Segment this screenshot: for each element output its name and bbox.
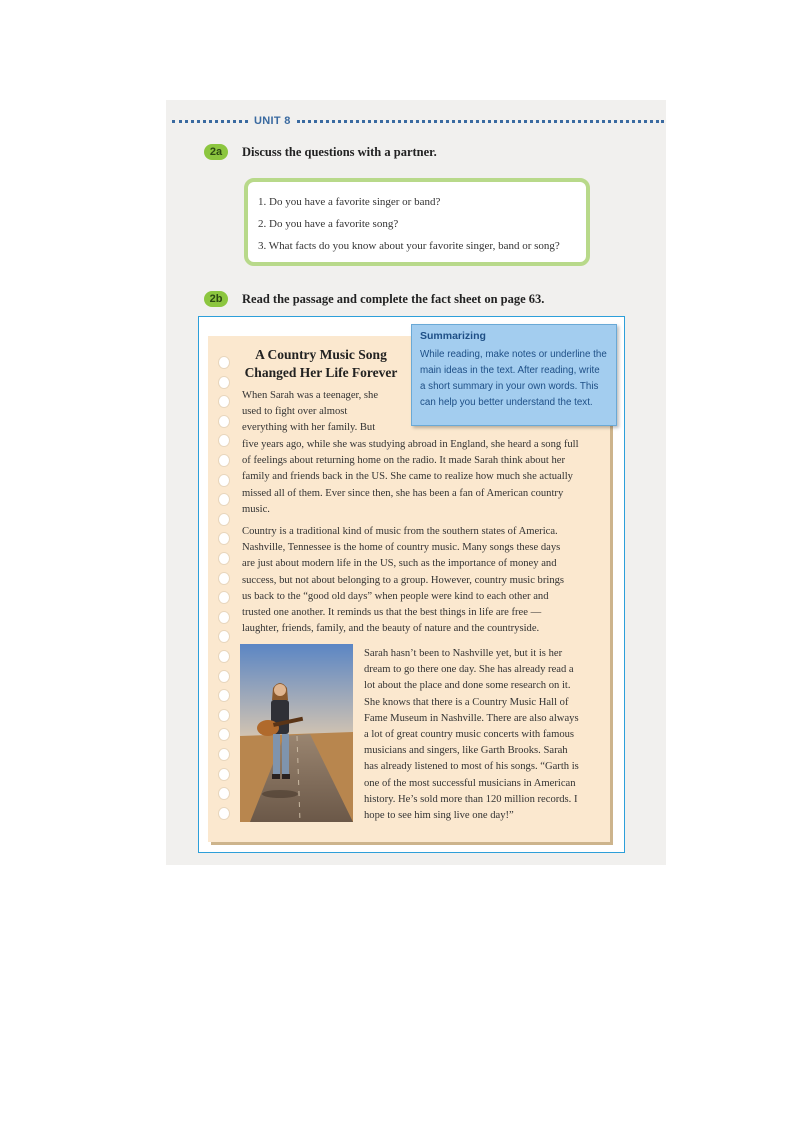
tip-title: Summarizing [420,330,486,342]
article-title-line: A Country Music Song [255,347,387,362]
binder-hole [218,768,230,781]
text-line: dream to go there one day. She has already read a [364,664,574,676]
task-2a-instruction: Discuss the questions with a partner. [242,144,437,159]
article-title-line: Changed Her Life Forever [244,365,398,380]
text-line: history. He’s sold more than 120 million records. I [364,793,578,805]
tip-line: main ideas in the text. After reading, write [420,365,600,376]
unit-label: UNIT 8 [254,115,291,127]
task-badge-2b: 2b [204,291,228,307]
text-line: are just about modern life in the US, such as the importance of money and [242,558,557,570]
article-title [236,346,406,382]
tip-line: While reading, make notes or underline the [420,349,607,360]
binder-hole [218,454,230,467]
binder-hole [218,552,230,565]
binder-hole [218,572,230,585]
text-line: Country is a traditional kind of music from the southern states of America. [242,526,558,537]
text-line: missed all of them. Ever since then, she has been a fan of American country [242,487,564,499]
question-item: 1. Do you have a favorite singer or band? [258,196,441,208]
text-line: hope to see him sing live one day!” [364,810,514,822]
text-line: of feelings about returning home on the radio. It made Sarah think about her [242,455,566,467]
unit-header [172,112,664,130]
summarizing-tip-box [411,324,617,426]
text-line: a lot of great country music concerts with famous [364,729,575,741]
text-line: Sarah hasn’t been to Nashville yet, but it is her [364,648,563,659]
paragraph-1-body [242,437,579,518]
questions-box [244,178,590,266]
binder-hole [218,376,230,389]
text-line: one of the most successful musicians in American [364,777,576,789]
text-line: five years ago, while she was studying abroad in England, she heard a song full [242,439,579,450]
binder-hole [218,415,230,428]
binder-hole [218,807,230,820]
text-line: laughter, friends, family, and the beauty of nature and the countryside. [242,623,540,635]
dotted-rule-left [172,120,248,123]
text-line: used to fight over almost [242,406,348,418]
text-line: Nashville, Tennessee is the home of country music. Many songs these days [242,542,561,554]
text-line: Fame Museum in Nashville. There are also always [364,712,579,724]
binder-hole [218,474,230,487]
paragraph-3 [364,646,579,824]
text-line: When Sarah was a teenager, she [242,390,379,401]
tip-body [420,347,608,411]
paragraph-1-intro [242,388,378,437]
text-line: musicians and singers, like Garth Brooks. Sarah [364,745,568,757]
binder-hole [218,611,230,624]
binder-hole [218,356,230,369]
text-line: She knows that there is a Country Music Hall of [364,696,569,708]
task-2a-heading [204,144,437,160]
binder-hole [218,513,230,526]
binder-hole [218,650,230,663]
sarah-guitar-photo [240,644,353,822]
text-line: family and friends back in the US. She came to realize how much she actually [242,471,573,483]
text-line: us back to the “good old days” when people were kind to each other and [242,590,549,602]
binder-hole [218,670,230,683]
paragraph-2 [242,524,564,637]
text-line: trusted one another. It reminds us that the best things in life are free — [242,607,542,619]
binder-hole [218,748,230,761]
text-line: has already listened to most of his songs. “Garth is [364,761,579,773]
text-line: everything with her family. But [242,422,376,434]
task-2b-heading [204,291,544,307]
task-badge-2a: 2a [204,144,228,160]
task-2b-instruction: Read the passage and complete the fact sheet on page 63. [242,291,545,306]
tip-line: can help you better understand the text. [420,397,593,408]
text-line: music. [242,503,270,515]
question-item: 2. Do you have a favorite song? [258,218,399,230]
question-item: 3. What facts do you know about your favorite singer, band or song? [258,240,560,252]
binder-hole [218,709,230,722]
text-line: success, but not about belonging to a group. However, country music brings [242,574,565,586]
dotted-rule-right [297,120,664,123]
text-line: lot about the place and done some research on it. [364,680,571,692]
tip-line: a short summary in your own words. This [420,381,599,392]
